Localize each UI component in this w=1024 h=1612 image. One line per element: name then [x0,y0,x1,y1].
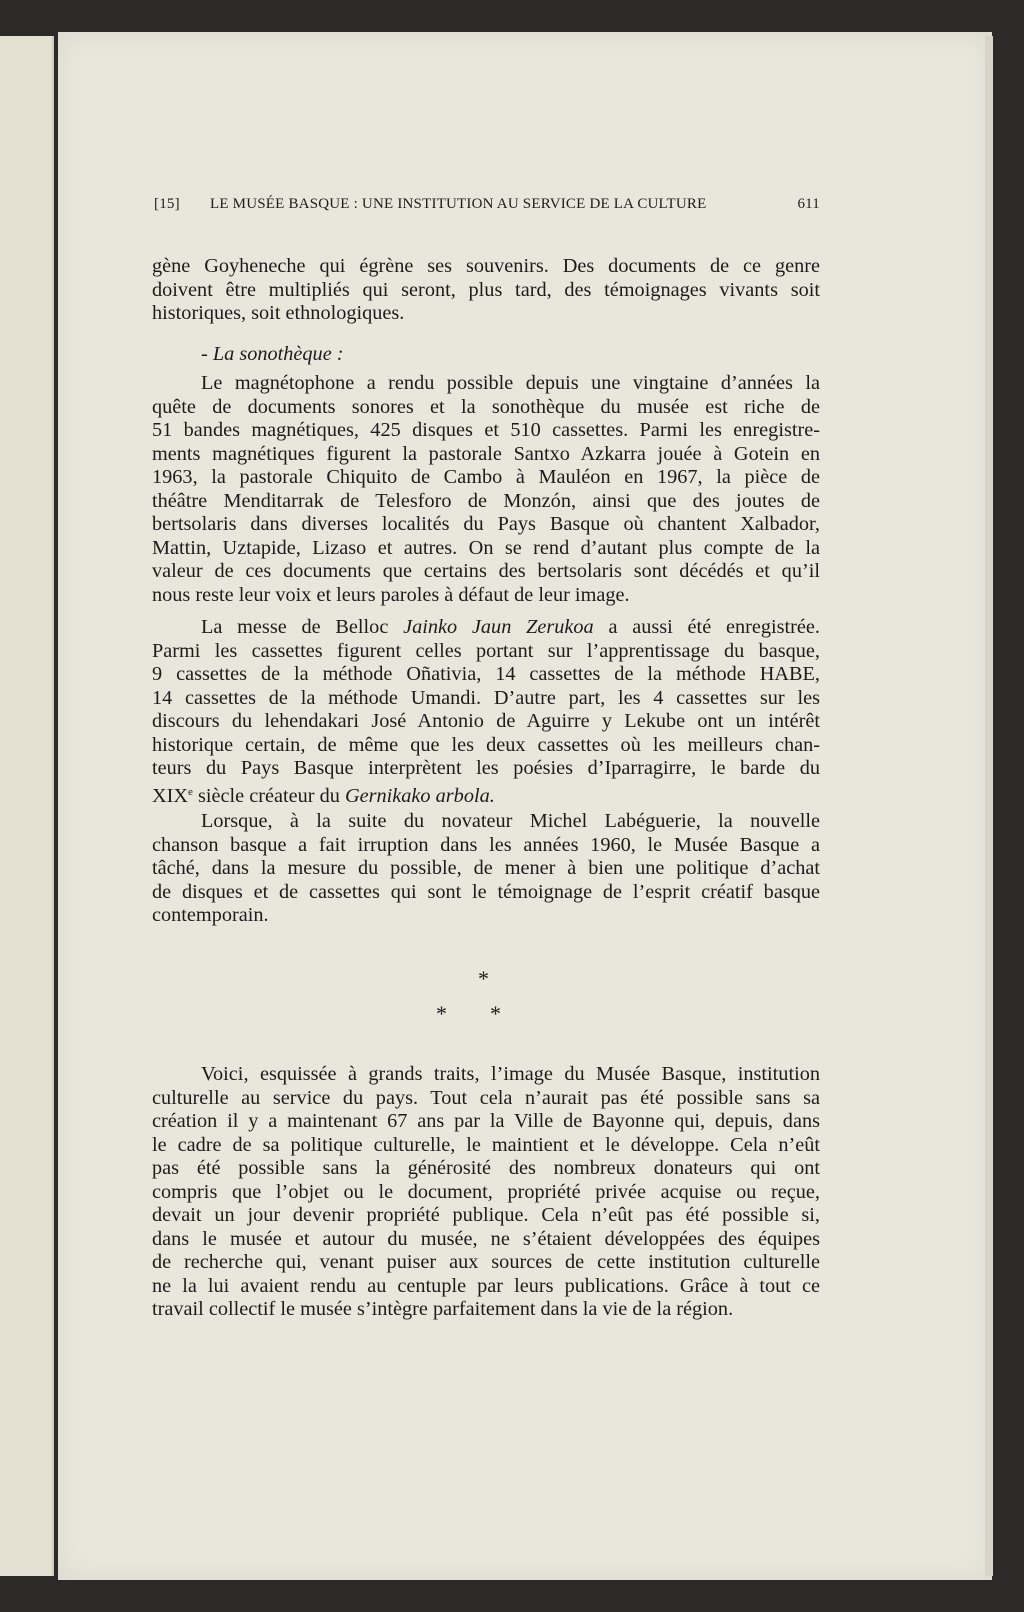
text-line: création il y a maintenant 67 ans par la Ville de Bayonne qui, depuis, dans [152,1110,820,1132]
section-break-asterisk: * [478,966,489,991]
text-line: historique certain, de même que les deux cassettes où les meilleurs chan- [152,733,820,756]
text-line: discours du lehendakari José Antonio de Aguirre y Lekube ont un intérêt [152,710,820,732]
text-line: compris que l’objet ou le document, propriété privée acquise ou reçue, [152,1180,820,1203]
text-line: 1963, la pastorale Chiquito de Cambo à Mauléon en 1967, la pièce de [152,466,820,488]
text-line: 14 cassettes de la méthode Umandi. D’autre part, les 4 cassettes sur les [152,686,820,709]
text-line: tâché, dans la mesure du possible, de mener à bien une politique d’achat [152,857,820,879]
text-line: pas été possible sans la générosité des nombreux donateurs qui ont [152,1157,820,1179]
facing-page-edge [0,36,54,1576]
paragraph-continuation [152,255,820,326]
italic-title: Jainko Jaun Zerukoa [403,616,594,638]
text-line: doivent être multipliés qui seront, plus tard, des témoignages vivants soit [152,278,820,301]
italic-title: Gernikako arbola. [344,784,495,807]
text-line: de disques et de cassettes qui sont le témoignage de l’esprit créatif basque [152,880,820,903]
page-edge [985,36,993,1576]
text-line: bertsolaris dans diverses localités du Pays Basque où chantent Xalbador, [152,513,820,535]
paragraph-chanson [152,810,820,928]
text-line: Mattin, Uztapide, Lizaso et autres. On se rend d’autant plus compte de la [152,536,820,559]
paragraph-sonotheque [152,372,820,607]
text-line: nous reste leur voix et leurs paroles à défaut de leur image. [152,583,630,606]
text-line: ments magnétiques figurent la pastorale Santxo Azkarra jouée à Gotein en [152,442,820,465]
text-line: teurs du Pays Basque interprètent les poésies d’Iparragirre, le barde du [152,757,820,779]
text-line: le cadre de sa politique culturelle, le maintient et le développe. Cela n’eût [152,1133,820,1156]
running-header [154,196,820,213]
text-line: historiques, soit ethnologiques. [152,302,405,324]
text-line: gène Goyheneche qui égrène ses souvenirs. Des documents de ce genre [152,255,820,277]
text-segment: a aussi été enregistrée. [593,616,820,638]
text-line: dans le musée et autour du musée, ne s’étaient développées des équipes [152,1227,820,1250]
paragraph-conclusion [152,1063,820,1322]
text-line: 51 bandes magnétiques, 425 disques et 510 cassettes. Parmi les enregistre- [152,419,820,441]
text-line: 9 cassettes de la méthode Oñativia, 14 cassettes de la méthode HABE, [152,663,820,685]
text-line: culturelle au service du pays. Tout cela n’aurait pas été possible sans sa [152,1086,820,1109]
text-line [152,616,820,640]
text-line: Le magnétophone a rendu possible depuis une vingtaine d’années la [201,372,820,394]
text-line: Voici, esquissée à grands traits, l’image du Musée Basque, institution [201,1063,820,1085]
running-title: LE MUSÉE BASQUE : UNE INSTITUTION AU SERVICE DE LA CULTURE [210,196,707,212]
text-line: chanson basque a fait irruption dans les années 1960, le Musée Basque a [152,833,820,856]
text-segment: XIX [152,784,189,807]
text-segment: e [188,785,193,798]
subheading [152,343,820,367]
text-segment: siècle créateur du [192,784,345,807]
subheading-text: - La sonothèque : [201,343,344,365]
text-line [152,781,820,809]
section-break-asterisk: * [436,1001,447,1026]
page-number: 611 [797,196,820,212]
text-line: ne la lui avaient rendu au centuple par leurs publications. Grâce à tout ce [152,1274,820,1297]
text-line: devait un jour devenir propriété publique. Cela n’eût pas été possible si, [152,1204,820,1226]
text-line: contemporain. [152,904,269,926]
text-line: Parmi les cassettes figurent celles portant sur l’apprentissage du basque, [152,639,820,662]
text-line: Lorsque, à la suite du novateur Michel Labéguerie, la nouvelle [201,810,820,832]
text-line: valeur de ces documents que certains des bertsolaris sont décédés et qu’il [152,560,820,582]
section-number: [15] [154,196,180,212]
section-break-asterisk: * [490,1001,501,1026]
text-segment: La messe de Belloc [201,616,404,638]
text-line: quête de documents sonores et la sonothèque du musée est riche de [152,395,820,418]
text-line: de recherche qui, venant puiser aux sources de cette institution culturelle [152,1251,820,1273]
text-line: théâtre Menditarrak de Telesforo de Monzón, ainsi que des joutes de [152,489,820,512]
paragraph-messe [152,616,820,808]
text-line: travail collectif le musée s’intègre parfaitement dans la vie de la région. [152,1298,734,1320]
